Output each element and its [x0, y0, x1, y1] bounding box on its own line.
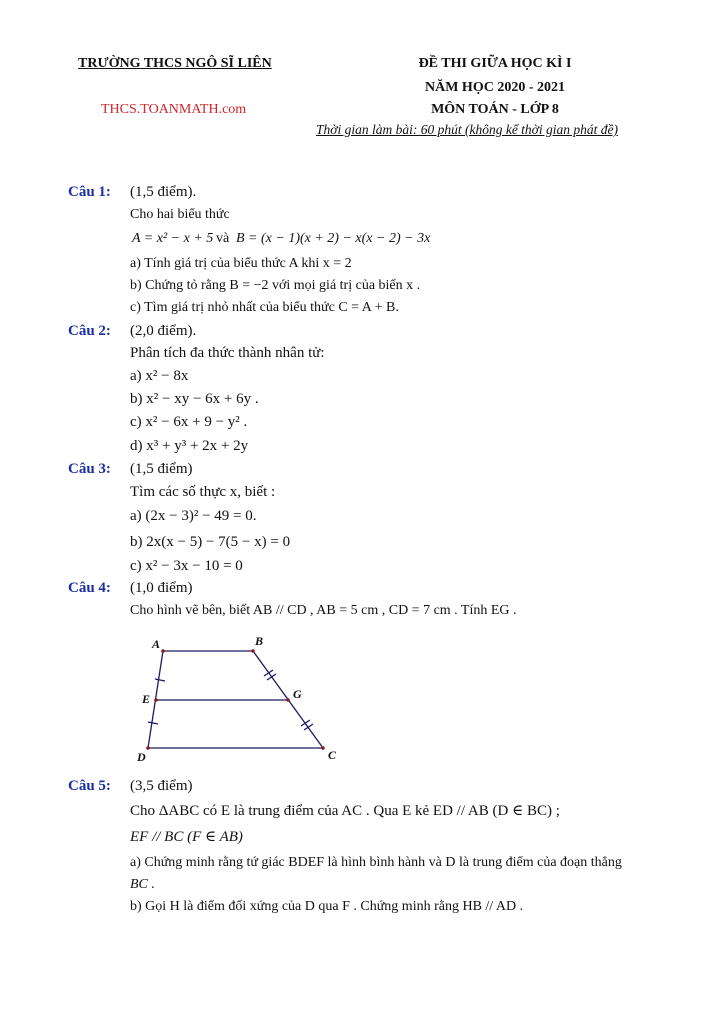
school-name: TRƯỜNG THCS NGÔ SĨ LIÊN — [78, 56, 272, 71]
point-b — [251, 649, 255, 653]
question-1-part-c: c) Tìm giá trị nhỏ nhất của biểu thức C = A + B. — [130, 300, 399, 315]
question-4-intro: Cho hình vẽ bên, biết AB // CD , AB = 5 cm , CD = 7 cm . Tính EG . — [130, 603, 517, 618]
question-5-part-a-line-2: BC . — [130, 877, 155, 892]
expression-b: B = (x − 1)(x + 2) − x(x − 2) − 3x — [236, 231, 431, 246]
question-2-label: Câu 2: — [68, 323, 111, 339]
label-c: C — [328, 748, 337, 762]
label-a: A — [152, 637, 161, 651]
trapezoid-figure — [130, 630, 360, 770]
question-5-part-b: b) Gọi H là điểm đối xứng của D qua F . Chứng minh rằng HB // AD . — [130, 899, 524, 914]
question-4-points: (1,0 điểm) — [130, 580, 193, 596]
tick-bg-1 — [264, 670, 273, 676]
question-3-label: Câu 3: — [68, 461, 111, 477]
point-c — [321, 746, 325, 750]
point-e — [154, 698, 158, 702]
question-5-points: (3,5 điểm) — [130, 778, 193, 794]
question-5-intro-1: Cho ΔABC có E là trung điểm của AC . Qua E kẻ ED // AB (D ∈ BC) ; — [130, 803, 560, 819]
time-note: Thời gian làm bài: 60 phút (không kể thời gian phát đề) — [316, 122, 619, 137]
question-5-label: Câu 5: — [68, 778, 111, 794]
question-1-points: (1,5 điểm). — [130, 184, 197, 200]
question-5-intro-2: EF // BC (F ∈ AB) — [130, 829, 243, 845]
tick-gc-1 — [301, 720, 310, 726]
tick-ed — [148, 722, 158, 724]
tick-gc-2 — [304, 724, 313, 730]
point-d — [146, 746, 150, 750]
question-2-points: (2,0 điểm). — [130, 323, 197, 339]
label-e: E — [142, 692, 151, 706]
question-1-label: Câu 1: — [68, 184, 111, 200]
question-3-part-b: b) 2x(x − 5) − 7(5 − x) = 0 — [130, 534, 291, 550]
question-3-intro: Tìm các số thực x, biết : — [130, 484, 276, 500]
question-3-part-c: c) x² − 3x − 10 = 0 — [130, 558, 243, 574]
exam-title: ĐỀ THI GIỮA HỌC KÌ I — [418, 56, 572, 71]
question-2-part-b: b) x² − xy − 6x + 6y . — [130, 391, 259, 407]
question-1-part-b: b) Chứng tỏ rằng B = −2 với mọi giá trị của biến x . — [130, 278, 421, 293]
question-2-intro: Phân tích đa thức thành nhân tử: — [130, 345, 325, 361]
label-d: D — [137, 750, 146, 764]
expression-a: A = x² − x + 5 — [132, 231, 214, 246]
point-g — [286, 698, 290, 702]
question-1-intro: Cho hai biểu thức — [130, 207, 230, 222]
site-link[interactable]: THCS.TOANMATH.com — [101, 102, 247, 117]
label-g: G — [293, 687, 302, 701]
question-4-label: Câu 4: — [68, 580, 111, 596]
question-2-part-c: c) x² − 6x + 9 − y² . — [130, 414, 248, 430]
label-b: B — [255, 634, 264, 648]
point-a — [161, 649, 165, 653]
question-3-points: (1,5 điểm) — [130, 461, 193, 477]
question-3-part-a: a) (2x − 3)² − 49 = 0. — [130, 508, 257, 524]
question-2-part-a: a) x² − 8x — [130, 368, 189, 384]
school-year: NĂM HỌC 2020 - 2021 — [425, 80, 565, 95]
question-5-part-a-line-1: a) Chứng minh rằng tứ giác BDEF là hình bình hành và D là trung điểm của đoạn thẳng — [130, 855, 622, 870]
conjunction-and: và — [216, 231, 230, 246]
question-2-part-d: d) x³ + y³ + 2x + 2y — [130, 438, 249, 454]
question-1-part-a: a) Tính giá trị của biểu thức A khi x = 2 — [130, 256, 352, 271]
subject-line: MÔN TOÁN - LỚP 8 — [431, 102, 559, 117]
tick-bg-2 — [267, 674, 276, 680]
tick-ae — [155, 679, 165, 681]
